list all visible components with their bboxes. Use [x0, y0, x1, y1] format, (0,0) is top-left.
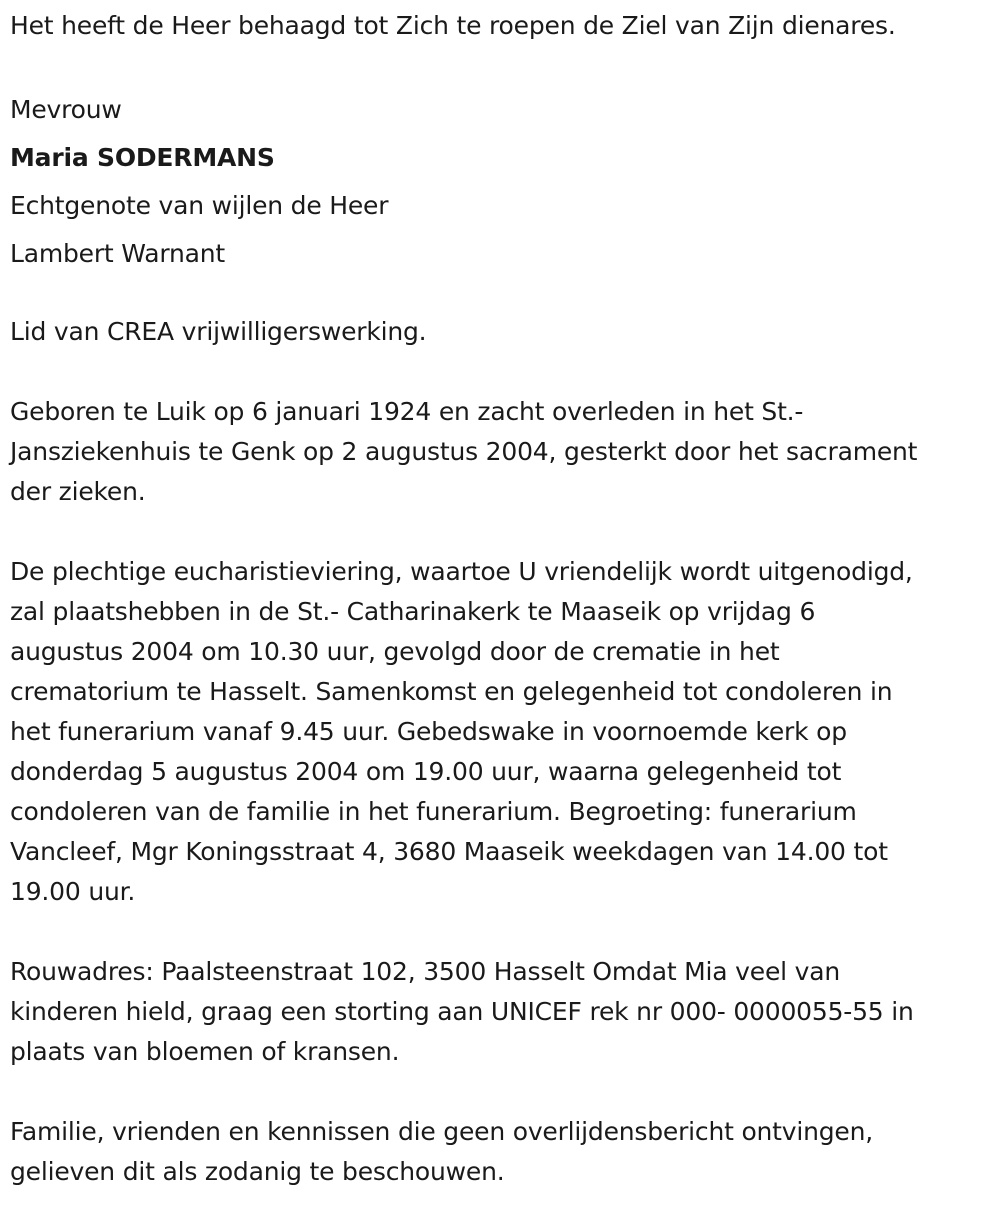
- paragraph-line: condoleren van de familie in het funerarium. Begroeting: funerarium: [10, 797, 857, 826]
- spacer: [10, 512, 990, 552]
- deceased-name: Maria SODERMANS: [10, 143, 275, 172]
- birth-death-paragraph: [10, 392, 990, 512]
- paragraph-line: het funerarium vanaf 9.45 uur. Gebedswake in voornoemde kerk op: [10, 717, 847, 746]
- paragraph-line: zal plaatshebben in de St.- Catharinakerk te Maaseik op vrijdag 6: [10, 597, 816, 626]
- membership-text: Lid van CREA vrijwilligerswerking.: [10, 317, 427, 346]
- paragraph-line: De plechtige eucharistieviering, waartoe U vriendelijk wordt uitgenodigd,: [10, 557, 913, 586]
- closing-paragraph: [10, 1112, 990, 1192]
- paragraph-line: Familie, vrienden en kennissen die geen overlijdensbericht ontvingen,: [10, 1117, 874, 1146]
- paragraph-line: crematorium te Hasselt. Samenkomst en gelegenheid tot condoleren in: [10, 677, 893, 706]
- paragraph-line: plaats van bloemen of kransen.: [10, 1037, 400, 1066]
- address-paragraph: [10, 952, 990, 1072]
- ceremony-paragraph: [10, 552, 990, 912]
- paragraph-line: kinderen hield, graag een storting aan UNICEF rek nr 000- 0000055-55 in: [10, 997, 914, 1026]
- spacer: [10, 46, 990, 86]
- paragraph-line: Rouwadres: Paalsteenstraat 102, 3500 Hasselt Omdat Mia veel van: [10, 957, 840, 986]
- paragraph-line: 19.00 uur.: [10, 877, 136, 906]
- paragraph-line: Jansziekenhuis te Genk op 2 augustus 2004, gesterkt door het sacrament: [10, 437, 918, 466]
- paragraph-line: donderdag 5 augustus 2004 om 19.00 uur, waarna gelegenheid tot: [10, 757, 842, 786]
- paragraph-line: Vancleef, Mgr Koningsstraat 4, 3680 Maaseik weekdagen van 14.00 tot: [10, 837, 888, 866]
- paragraph-line: der zieken.: [10, 477, 146, 506]
- spouse-line-1: Echtgenote van wijlen de Heer: [10, 191, 389, 220]
- spouse-line-2: Lambert Warnant: [10, 239, 225, 268]
- spacer: [10, 912, 990, 952]
- spacer: [10, 352, 990, 392]
- paragraph-line: gelieven dit als zodanig te beschouwen.: [10, 1157, 505, 1186]
- salutation: Mevrouw: [10, 95, 122, 124]
- spacer: [10, 1072, 990, 1112]
- spacer: [10, 278, 990, 312]
- paragraph-line: Geboren te Luik op 6 januari 1924 en zacht overleden in het St.-: [10, 397, 804, 426]
- intro-text: Het heeft de Heer behaagd tot Zich te roepen de Ziel van Zijn dienares.: [10, 11, 896, 40]
- paragraph-line: augustus 2004 om 10.30 uur, gevolgd door de crematie in het: [10, 637, 780, 666]
